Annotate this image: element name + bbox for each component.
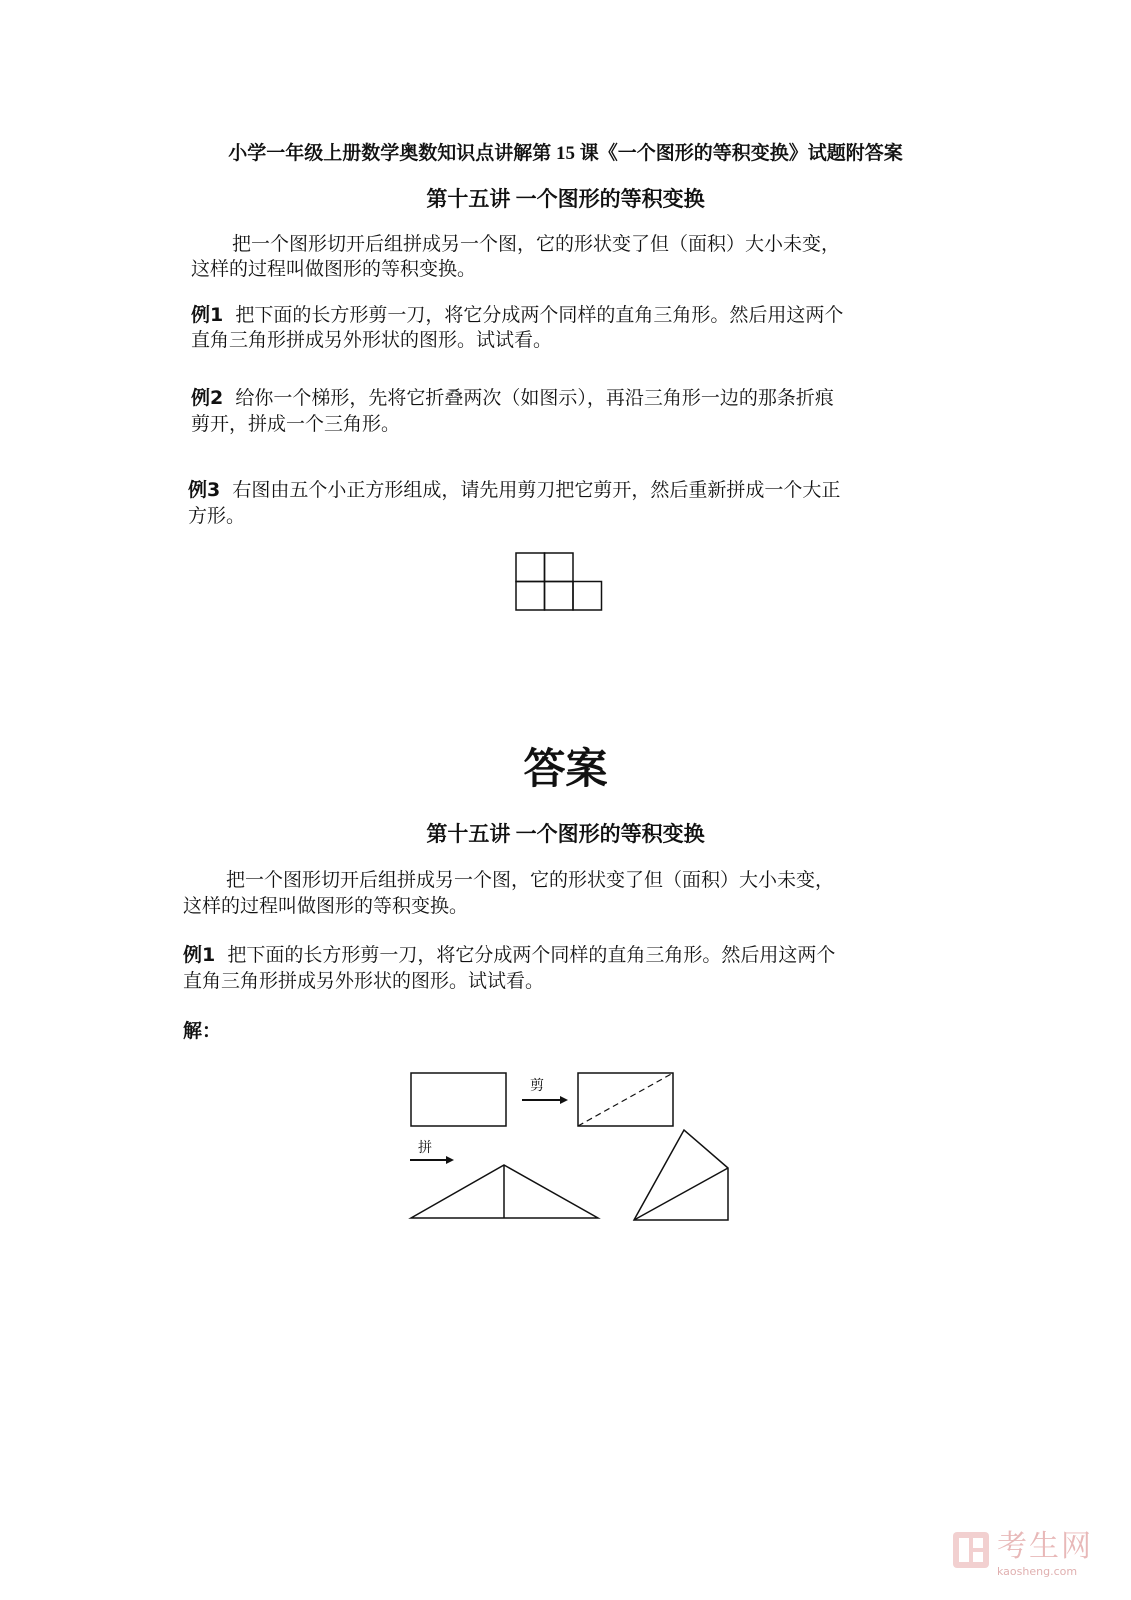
watermark-domain: kaosheng.com: [997, 1565, 1078, 1578]
answer-example-1-text: 把下面的长方形剪一刀，将它分成两个同样的直角三角形。然后用这两个: [227, 944, 836, 966]
example-1-line-2: 直角三角形拼成另外形状的图形。试试看。: [191, 329, 553, 351]
lesson-title: 第十五讲 一个图形的等积变换: [426, 187, 705, 211]
solution-label: 解：: [183, 1020, 222, 1042]
example-3-line-1: [188, 477, 840, 504]
answers-heading: 答案: [523, 747, 608, 793]
square-1: [516, 553, 545, 582]
example-3-text: 右图由五个小正方形组成，请先用剪刀把它剪开，然后重新拼成一个大正: [232, 479, 841, 501]
example-1-label: 例1: [191, 304, 224, 326]
example-1-line-1: [191, 302, 843, 329]
answer-lesson-title: 第十五讲 一个图形的等积变换: [426, 822, 705, 846]
five-squares-figure: [515, 552, 605, 612]
answer-intro-line-1: 把一个图形切开后组拼成另一个图，它的形状变了但（面积）大小未变，: [226, 869, 835, 891]
watermark-brand: 考生网: [997, 1529, 1093, 1564]
solution-diagram: [408, 1068, 748, 1238]
example-3-line-2: 方形。: [188, 505, 246, 527]
answer-intro-line-2: 这样的过程叫做图形的等积变换。: [183, 895, 469, 917]
original-rectangle: [411, 1073, 506, 1126]
example-2-label: 例2: [191, 387, 224, 409]
join-arrow-head: [446, 1156, 454, 1164]
example-3-label: 例3: [188, 479, 221, 501]
example-2-line-2: 剪开，拼成一个三角形。: [191, 413, 401, 435]
answer-example-1-line-1: [183, 942, 835, 969]
example-1-text: 把下面的长方形剪一刀，将它分成两个同样的直角三角形。然后用这两个: [235, 304, 844, 326]
example-2-line-1: [191, 385, 834, 412]
intro-line-1: 把一个图形切开后组拼成另一个图，它的形状变了但（面积）大小未变，: [232, 233, 841, 255]
example-2-text: 给你一个梯形，先将它折叠两次（如图示），再沿三角形一边的那条折痕: [235, 387, 834, 409]
square-4: [545, 582, 574, 611]
answer-example-1-line-2: 直角三角形拼成另外形状的图形。试试看。: [183, 970, 545, 992]
watermark-logo-icon: [953, 1532, 989, 1568]
cut-diagonal: [578, 1073, 673, 1126]
cut-label: 剪: [530, 1078, 544, 1094]
intro-line-2: 这样的过程叫做图形的等积变换。: [191, 258, 477, 280]
cut-arrow-head: [560, 1096, 568, 1104]
join-label: 拼: [418, 1140, 432, 1156]
answer-example-1-label: 例1: [183, 944, 216, 966]
document-title: 小学一年级上册数学奥数知识点讲解第 15 课《一个图形的等积变换》试题附答案: [228, 143, 903, 164]
square-3: [516, 582, 545, 611]
square-2: [545, 553, 574, 582]
square-5: [573, 582, 602, 611]
watermark: [953, 1521, 1093, 1578]
